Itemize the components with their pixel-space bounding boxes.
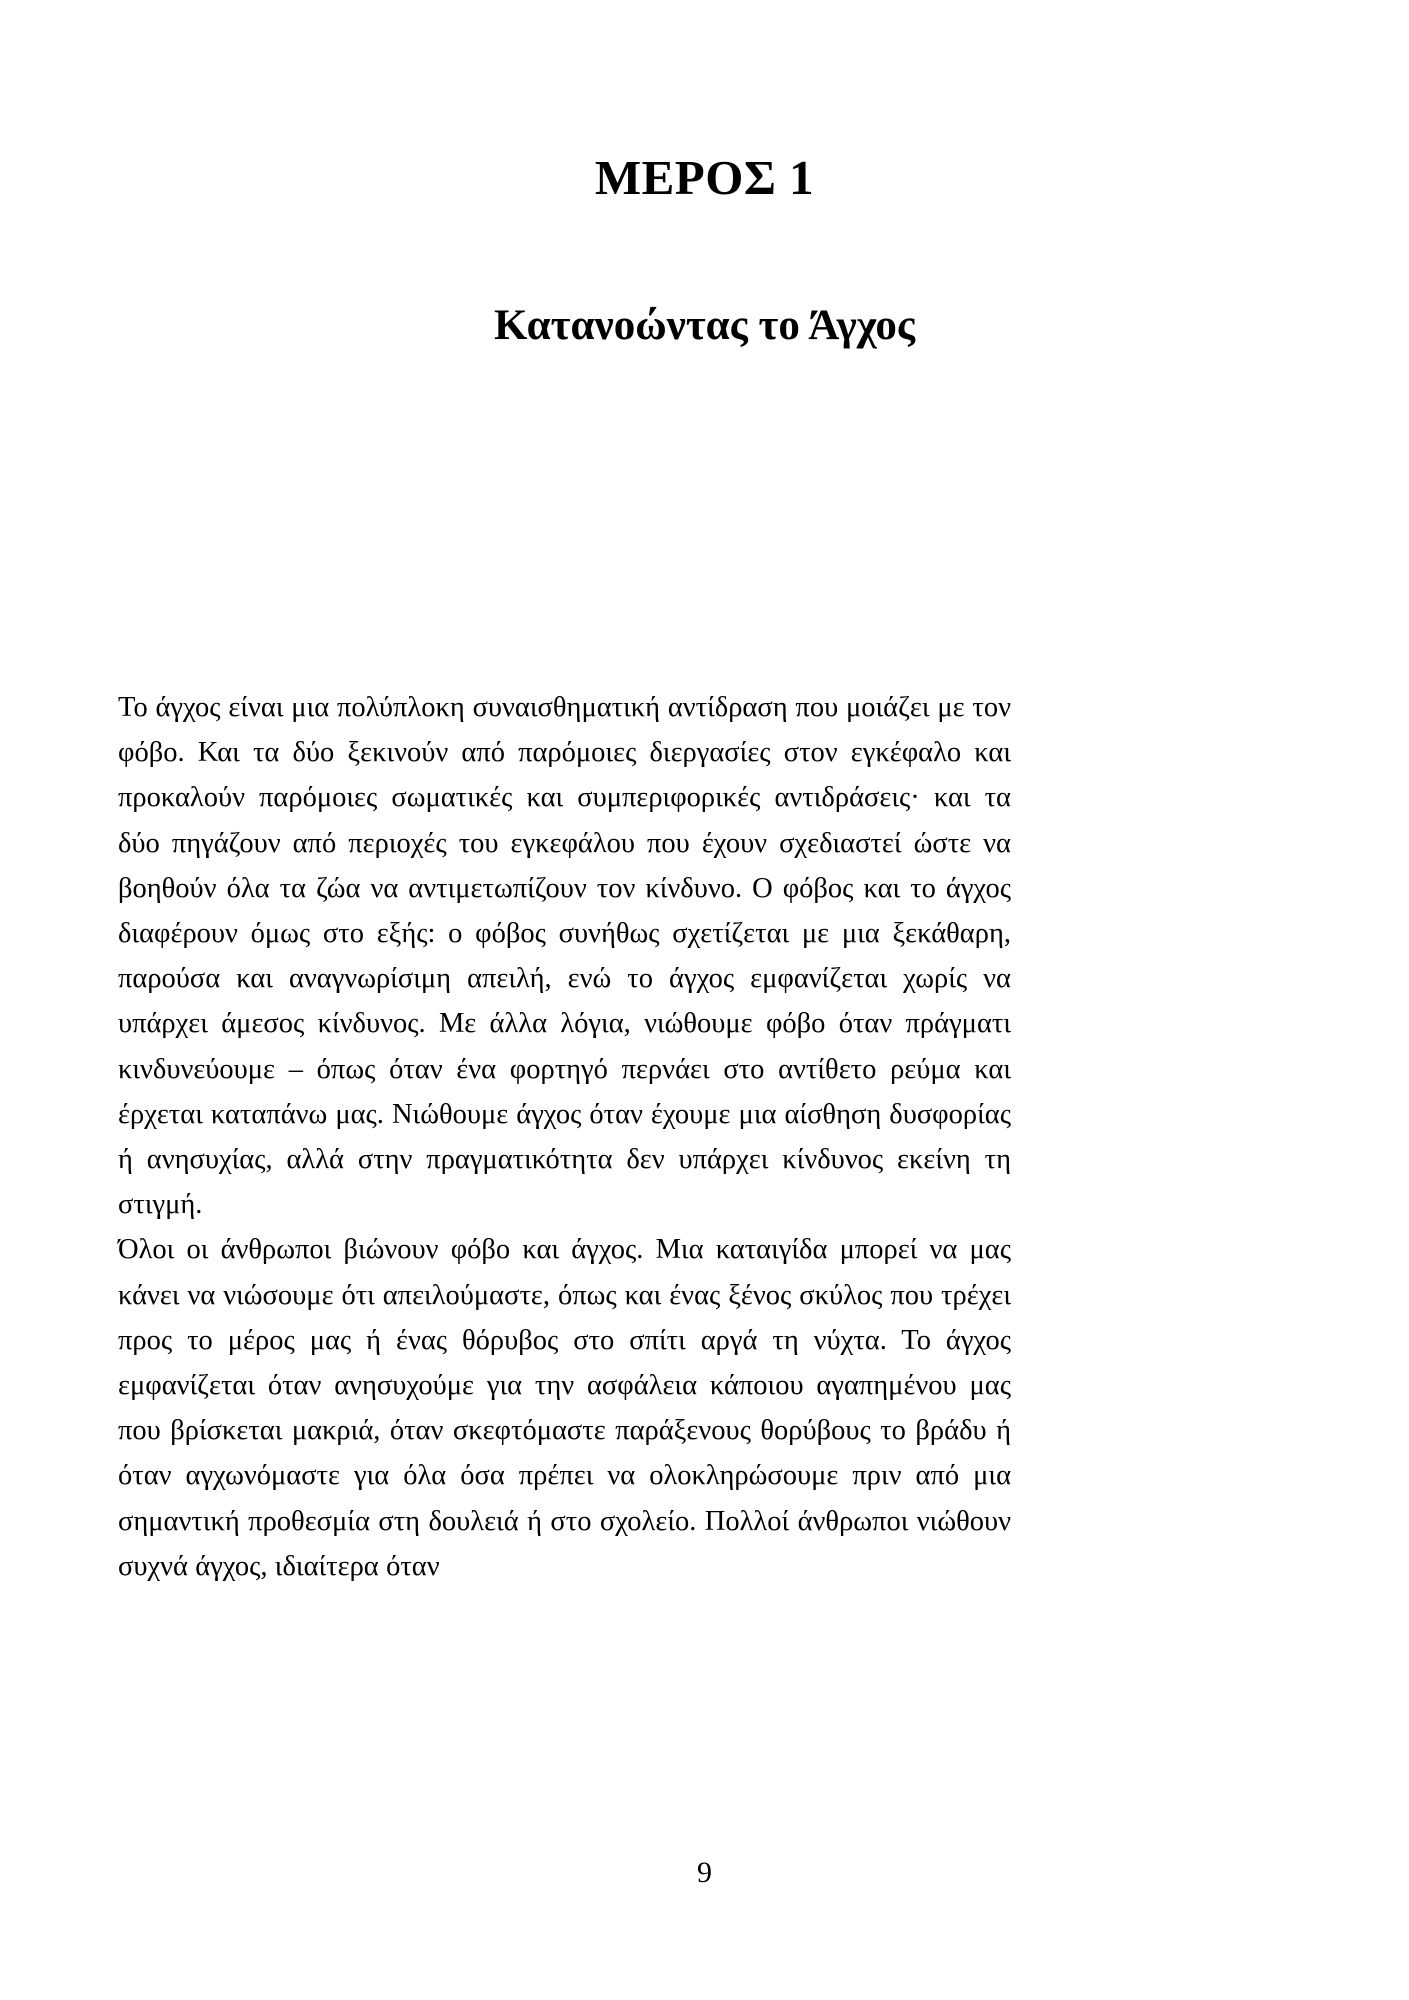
page-number: 9 (697, 1856, 712, 1889)
chapter-title: Κατανοώντας το Άγχος (494, 301, 915, 349)
body-paragraph-1: Το άγχος είναι μια πολύπλοκη συναισθηματική αντίδραση που μοιάζει με τον φόβο. Και τα δύο ξεκινούν από παρόμοιες διεργασίες στον εγκέφαλο και προκαλούν παρόμοιες σωματικές και συμπεριφορικές αντιδράσεις· και τα δύο πηγάζουν από περιοχές του εγκεφάλου που έχουν σχεδιαστεί ώστε να βοηθούν όλα τα ζώα να αντιμετωπίζουν τον κίνδυνο. Ο φόβος και το άγχος διαφέρουν όμως στο εξής: ο φόβος συνήθως σχετίζεται με μια ξεκάθαρη, παρούσα και αναγνωρίσιμη απειλή, ενώ το άγχος εμφανίζεται χωρίς να υπάρχει άμεσος κίνδυνος. Με άλλα λόγια, νιώθουμε φόβο όταν πράγματι κινδυνεύουμε – όπως όταν ένα φορτηγό περνάει στο αντίθετο ρεύμα και έρχεται καταπάνω μας. Νιώθουμε άγχος όταν έχουμε μια αίσθηση δυσφορίας ή ανησυχίας, αλλά στην πραγματικότητα δεν υπάρχει κίνδυνος εκείνη τη στιγμή. (118, 692, 1011, 1221)
body-text-block (118, 685, 1011, 1589)
body-paragraph-2: Όλοι οι άνθρωποι βιώνουν φόβο και άγχος. Μια καταιγίδα μπορεί να μας κάνει να νιώσουμε ότι απειλούμαστε, όπως και ένας ξένος σκύλος που τρέχει προς το μέρος μας ή ένας θόρυβος στο σπίτι αργά τη νύχτα. Το άγχος εμφανίζεται όταν ανησυχούμε για την ασφάλεια κάποιου αγαπημένου μας που βρίσκεται μακριά, όταν σκεφτόμαστε παράξενους θορύβους το βράδυ ή όταν αγχωνόμαστε για όλα όσα πρέπει να ολοκληρώσουμε πριν από μια σημαντική προθεσμία στη δουλειά ή στο σχολείο. Πολλοί άνθρωποι νιώθουν συχνά άγχος, ιδιαίτερα όταν (118, 1234, 1011, 1582)
part-title: ΜΕΡΟΣ 1 (594, 149, 815, 205)
